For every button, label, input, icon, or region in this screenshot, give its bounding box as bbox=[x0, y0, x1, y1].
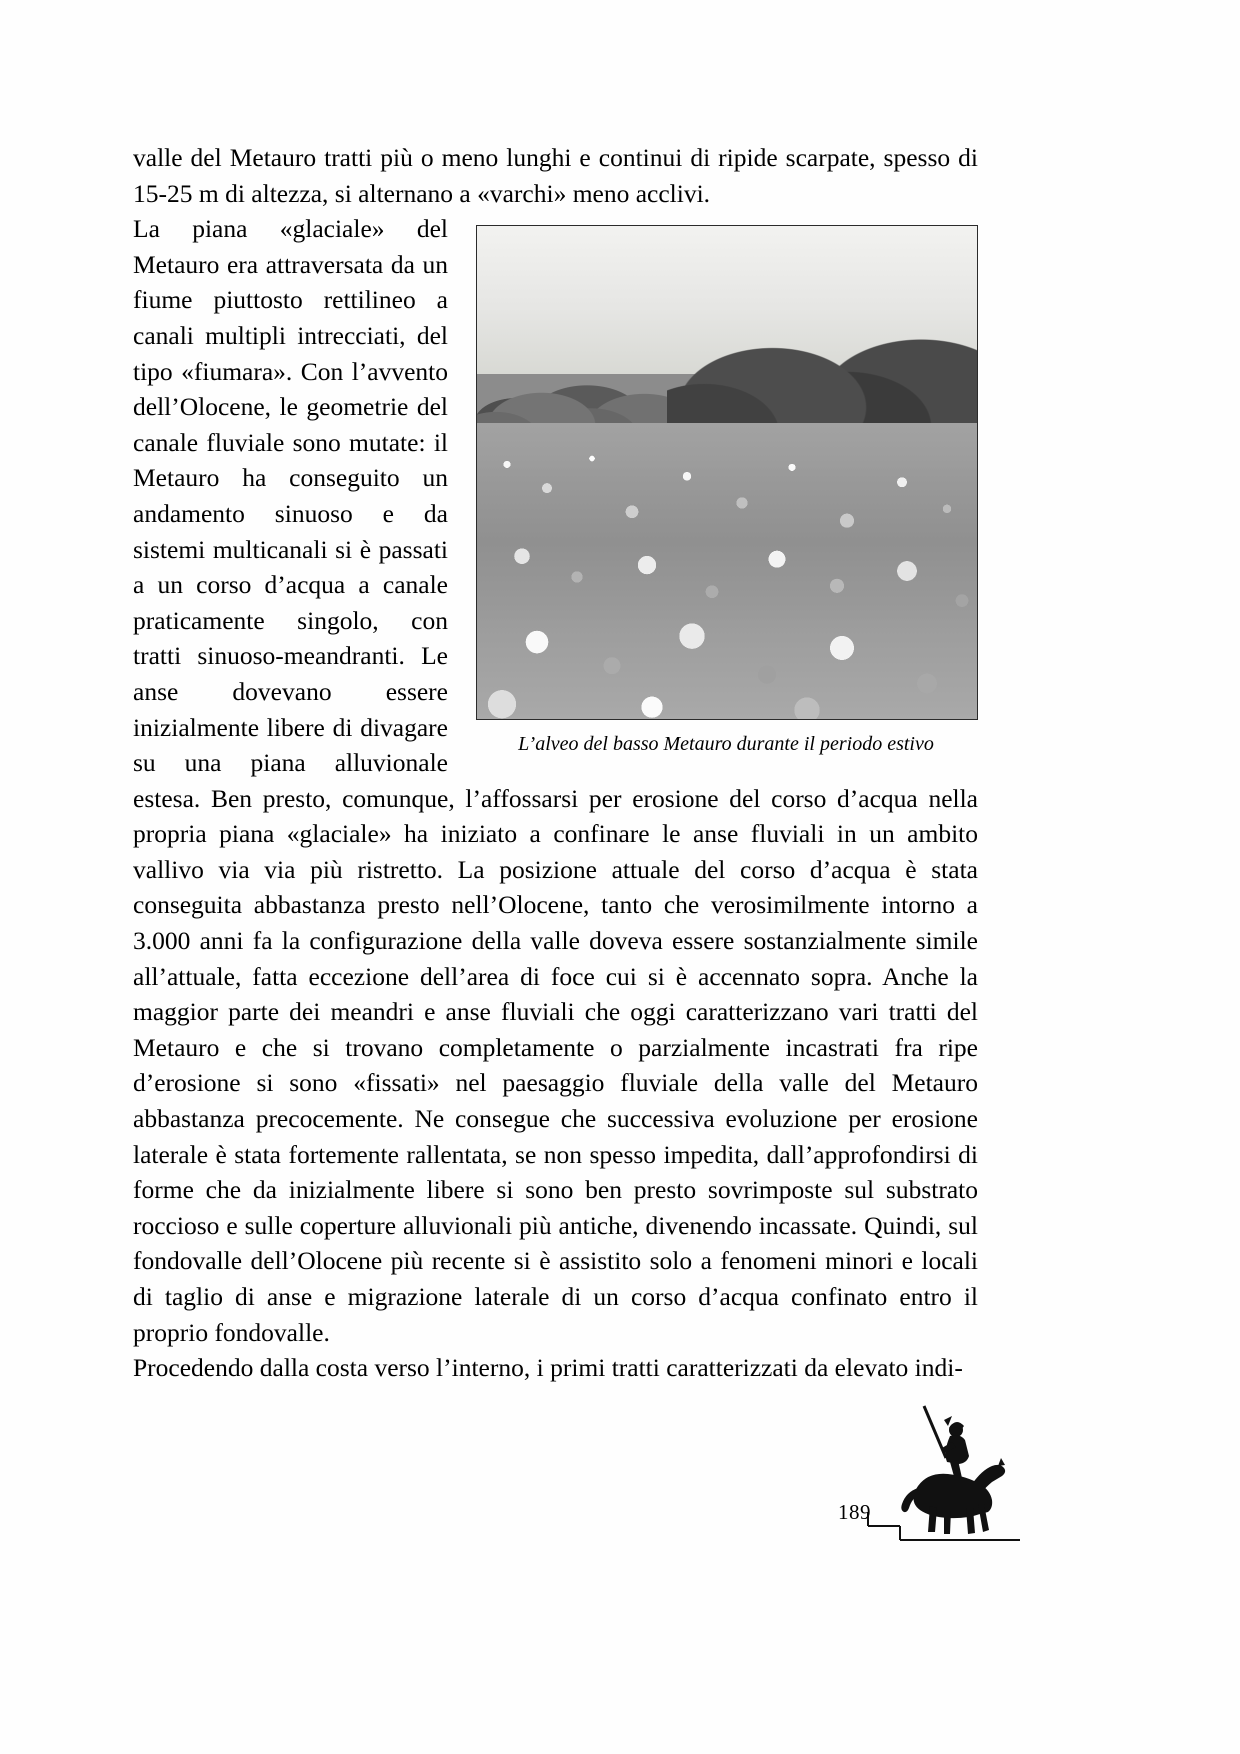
paragraph-last: Procedendo dalla costa verso l’interno, i primi tratti caratterizzati da elevato indi- bbox=[133, 1353, 963, 1383]
figure-photo bbox=[476, 225, 978, 720]
figure-caption: L’alveo del basso Metauro durante il periodo estivo bbox=[518, 733, 934, 756]
knight-on-horseback-logo bbox=[860, 1400, 1030, 1570]
page-number: 189 bbox=[838, 1500, 871, 1524]
paragraph-top: valle del Metauro tratti più o meno lunghi e continui di ripide scarpate, spesso di 15-25 m di altezza, si alternano a «varchi» meno acclivi. bbox=[133, 143, 978, 208]
figure bbox=[476, 225, 978, 757]
page-content bbox=[133, 140, 978, 1386]
page-footer bbox=[820, 1400, 1060, 1580]
photo-gravel-bed bbox=[477, 423, 977, 719]
paragraph-main: La piana «glaciale» del Metauro era attraversata da un fiume piuttosto rettilineo a canali multipli intrecciati, del tipo «fiumara». Con l’avvento dell’Olocene, le geometrie del canale fluviale sono mutate: il Metauro ha conseguito un andamento sinuoso e da sistemi multicanali si è passati a un corso d’acqua a canale praticamente singolo, con tratti sinuoso-meandranti. Le anse dovevano essere inizialmente libere di divagare su una piana alluvionale estesa. Ben presto, comunque, l’affossarsi per erosione del corso d’acqua nella propria piana «glaciale» ha iniziato a confinare le anse fluviali in un ambito vallivo via via più ristretto. La posizione attuale del corso d’acqua è stata conseguita abbastanza presto nell’Olocene, tanto che verosimilmente intorno a 3.000 anni fa la configurazione della valle doveva essere sostanzialmente simile all’attuale, fatta eccezione dell’area di foce cui si è accennato sopra. Anche la maggior parte dei meandri e anse fluviali che oggi caratterizzano vari tratti del Metauro e che si trovano completamente o parzialmente incastrati fra ripe d’erosione si sono «fissati» nel paesaggio fluviale della valle del Metauro abbastanza precocemente. Ne consegue che successiva evoluzione per erosione laterale è stata fortemente rallentata, se non spesso impedita, dall’approfondirsi di forme che da inizialmente libere si sono ben presto sovrimposte sul substrato roccioso e sulle coperture alluvionali più antiche, divenendo incassate. Quindi, sul fondovalle dell’Olocene più recente si è assistito solo a fenomeni minori e locali di taglio di anse e migrazione laterale di un corso d’acqua confinato entro il proprio fondovalle. bbox=[133, 214, 978, 1347]
